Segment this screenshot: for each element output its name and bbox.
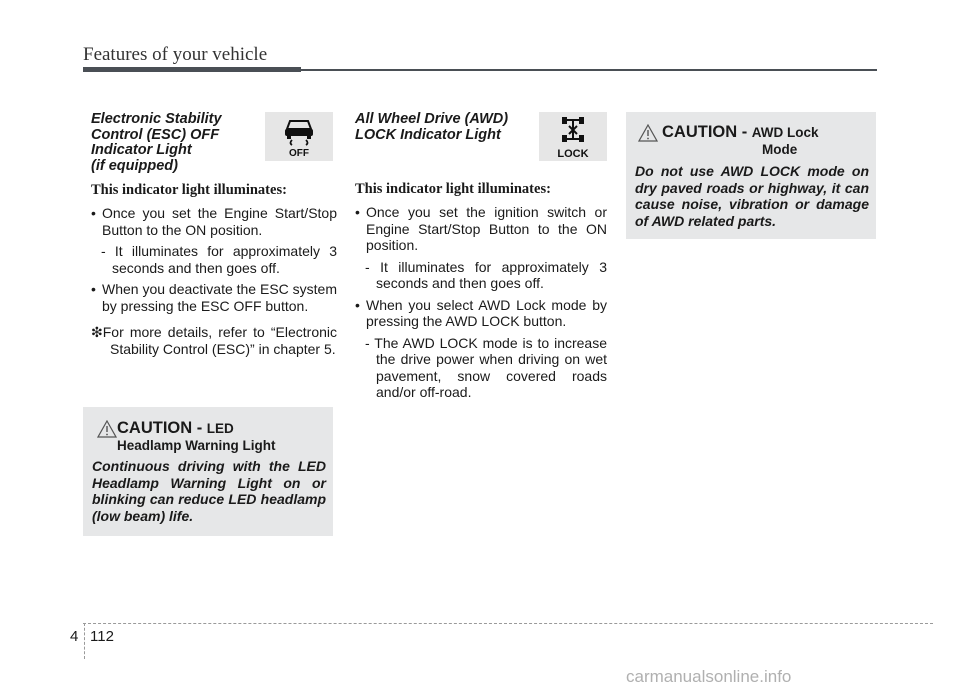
caution-awd-subtitle: Mode xyxy=(762,142,798,157)
warning-triangle-icon xyxy=(638,124,658,142)
esc-off-icon-box xyxy=(265,112,333,161)
awd-bullet-1: • Once you set the ignition switch or Engine Start/Stop Button to the ON position. xyxy=(355,204,607,254)
watermark: carmanualsonline.info xyxy=(626,667,792,686)
awd-intro: This indicator light illuminates: xyxy=(355,181,551,197)
esc-bullet-2: • When you deactivate the ESC system by pressing the ESC OFF button. xyxy=(91,281,337,314)
awd-section-title: All Wheel Drive (AWD) LOCK Indicator Light xyxy=(355,111,509,143)
esc-off-icon xyxy=(274,115,324,159)
awd-lock-icon-box xyxy=(539,112,607,161)
awd-sub-1: - It illuminates for approximately 3 seconds and then goes off. xyxy=(365,258,607,291)
awd-lock-icon xyxy=(548,114,598,160)
footer-divider xyxy=(84,623,85,659)
svg-text:OFF: OFF xyxy=(289,147,309,159)
header-bar xyxy=(83,67,301,72)
esc-bullet-1: • Once you set the Engine Start/Stop Button to the ON position. xyxy=(91,205,337,238)
awd-sub-2: - The AWD LOCK mode is to increase the drive power when driving on wet pavement, snow covered roads and/or off-road. xyxy=(365,334,607,400)
caution-awd-body: Do not use AWD LOCK mode on dry paved roads or highway, it can cause noise, vibration or damage of AWD related parts. xyxy=(635,163,869,229)
caution-awd-box xyxy=(626,112,876,239)
awd-bullet-2: • When you select AWD Lock mode by pressing the AWD LOCK button. xyxy=(355,297,607,330)
caution-led-box xyxy=(83,407,333,536)
caution-led-subtitle: Headlamp Warning Light xyxy=(117,438,276,453)
caution-led-body: Continuous driving with the LED Headlamp Warning Light on or blinking can reduce LED headlamp (low beam) life. xyxy=(92,458,326,524)
footer-rule xyxy=(83,623,933,624)
svg-text:LOCK: LOCK xyxy=(557,147,589,160)
header-rule xyxy=(301,69,877,71)
esc-intro: This indicator light illuminates: xyxy=(91,182,287,198)
esc-section-title: Electronic Stability Control (ESC) OFF Indicator Light (if equipped) xyxy=(91,111,222,174)
warning-triangle-icon xyxy=(97,420,117,438)
caution-awd-heading: CAUTION - AWD Lock xyxy=(662,123,819,141)
esc-note: ❇For more details, refer to “Electronic Stability Control (ESC)” in chapter 5. xyxy=(91,324,337,357)
caution-led-heading: CAUTION - LED xyxy=(117,419,234,437)
esc-sub-1: - It illuminates for approximately 3 seconds and then goes off. xyxy=(101,243,337,276)
page-number: 112 xyxy=(90,628,114,645)
page-header-title: Features of your vehicle xyxy=(83,44,268,65)
chapter-number: 4 xyxy=(70,628,79,645)
